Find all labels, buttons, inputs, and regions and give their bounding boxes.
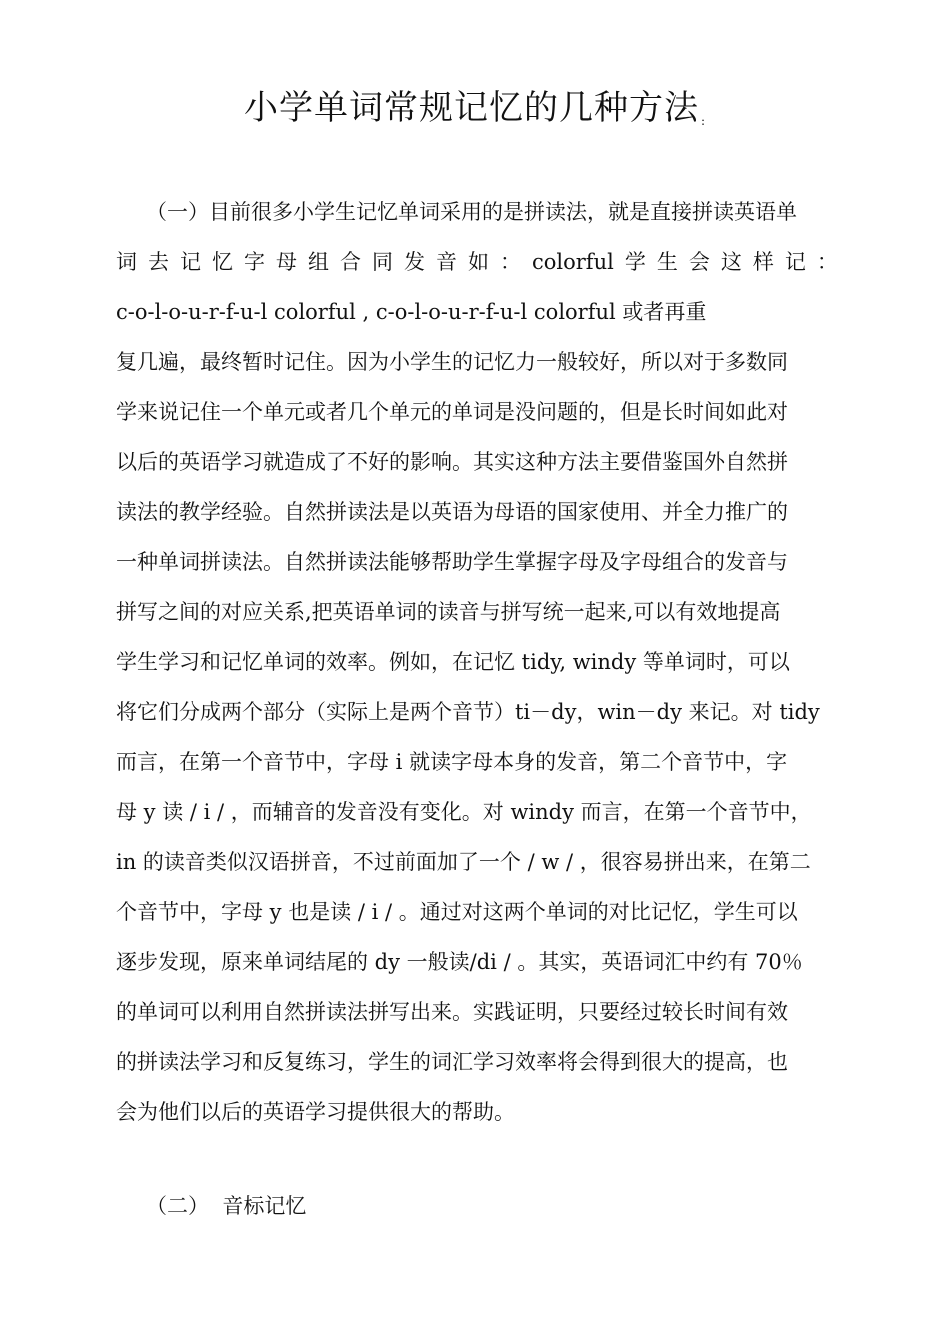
line2-part: 记 xyxy=(784,250,806,274)
line2-part: 如 xyxy=(468,250,489,274)
line2-part: 忆 xyxy=(212,250,233,274)
title-text: 小学单词常规记忆的几种方法 xyxy=(243,88,699,128)
paragraph-line-1: （一）目前很多小学生记忆单词采用的是拼读法，就是直接拼读英语单 xyxy=(146,200,797,224)
line2-part: 合 xyxy=(340,250,361,274)
paragraph-line-13: 母 y 读 / i / ，而辅音的发音没有变化。对 windy 而言，在第一个音节中， xyxy=(116,800,812,824)
paragraph-line-6: 以后的英语学习就造成了不好的影响。其实这种方法主要借鉴国外自然拼 xyxy=(116,450,788,474)
line2-part: 字 xyxy=(244,250,265,274)
paragraph-line-7: 读法的教学经验。自然拼读法是以英语为母语的国家使用、并全力推广的 xyxy=(116,500,788,524)
paragraph-line-11: 将它们分成两个部分（实际上是两个音节）ti－dy，win－dy 来记。对 tidy xyxy=(116,700,820,724)
title-mark: : xyxy=(700,114,707,128)
line2-part: 音 xyxy=(436,250,457,274)
line2-part: 学 xyxy=(624,250,646,274)
paragraph-line-5: 学来说记住一个单元或者几个单元的单词是没问题的，但是长时间如此对 xyxy=(116,400,788,424)
line2-part: 母 xyxy=(276,250,297,274)
paragraph-line-15: 个音节中，字母 y 也是读 / i / 。通过对这两个单词的对比记忆，学生可以 xyxy=(116,900,798,924)
line2-part: 同 xyxy=(372,250,393,274)
line2-part: 这 xyxy=(720,250,742,274)
paragraph-last-line: 会为他们以后的英语学习提供很大的帮助。 xyxy=(116,1100,515,1124)
paragraph-line-9: 拼写之间的对应关系,把英语单词的读音与拼写统一起来,可以有效地提高 xyxy=(116,600,781,624)
paragraph-line-10: 学生学习和记忆单词的效率。例如，在记忆 tidy, windy 等单词时，可以 xyxy=(116,650,790,674)
paragraph-line-4: 复几遍，最终暂时记住。因为小学生的记忆力一般较好，所以对于多数同 xyxy=(116,350,788,374)
line2-part: ： xyxy=(500,250,521,274)
line2-part: 会 xyxy=(688,250,710,274)
document-title xyxy=(0,80,950,129)
line2-part: 组 xyxy=(308,250,329,274)
paragraph-line-3: c-o-l-o-u-r-f-u-l colorful , c-o-l-o-u-r-f-u-l colorful 或者再重 xyxy=(116,300,707,324)
line2-part: 发 xyxy=(404,250,425,274)
line2-part: colorful xyxy=(532,250,614,274)
line2-part: ： xyxy=(816,250,838,274)
line2-part: 记 xyxy=(180,250,201,274)
paragraph-line-18: 的拼读法学习和反复练习，学生的词汇学习效率将会得到很大的提高，也 xyxy=(116,1050,788,1074)
paragraph-line-17: 的单词可以利用自然拼读法拼写出来。实践证明，只要经过较长时间有效 xyxy=(116,1000,788,1024)
paragraph-line-8: 一种单词拼读法。自然拼读法能够帮助学生掌握字母及字母组合的发音与 xyxy=(116,550,788,574)
paragraph-line-2 xyxy=(116,247,838,277)
paragraph-line-16: 逐步发现，原来单词结尾的 dy 一般读/di / 。其实，英语词汇中约有 70％ xyxy=(116,950,803,974)
line2-part: 样 xyxy=(752,250,774,274)
line2-part: 去 xyxy=(148,250,169,274)
line2-part: 生 xyxy=(656,250,678,274)
section-two-heading: （二） 音标记忆 xyxy=(146,1194,307,1218)
paragraph-line-12: 而言，在第一个音节中，字母 i 就读字母本身的发音，第二个音节中，字 xyxy=(116,750,788,774)
line2-part: 词 xyxy=(116,250,137,274)
paragraph-line-14: in 的读音类似汉语拼音，不过前面加了一个 / w / ，很容易拼出来，在第二 xyxy=(116,850,811,874)
